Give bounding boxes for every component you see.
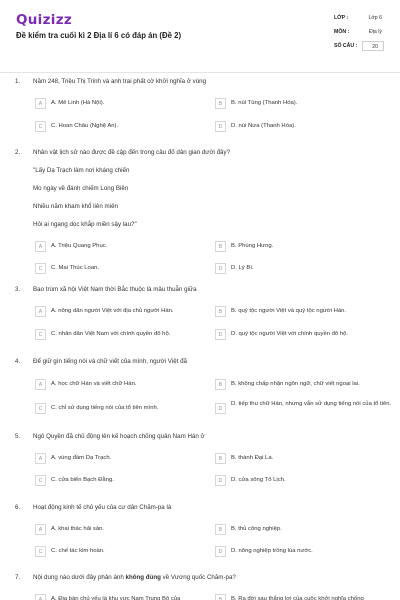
option-letter: B [215, 594, 226, 600]
meta-label: LỚP : [334, 15, 349, 21]
option-text: A. Mê Linh (Hà Nội). [51, 100, 105, 106]
quote-line: Nhiều năm kham khổ liên miên [33, 203, 118, 210]
option-c[interactable] [35, 546, 213, 559]
option-d[interactable] [215, 475, 393, 488]
option-letter: D [215, 546, 226, 557]
option-letter: D [215, 475, 226, 486]
option-letter: C [35, 263, 46, 274]
option-letter: B [215, 379, 226, 390]
option-letter: A [35, 594, 46, 600]
option-letter: C [35, 475, 46, 486]
option-d[interactable] [215, 121, 393, 134]
option-b[interactable] [215, 98, 393, 111]
option-text: A. nông dân người Việt với địa chủ người Hán. [51, 308, 174, 314]
option-text: A. vùng đầm Dạ Trạch. [51, 455, 112, 461]
option-b[interactable] [215, 379, 393, 392]
option-text: C. chỉ sử dụng tiếng nói của tổ tiên mình. [51, 405, 159, 411]
option-letter: B [215, 241, 226, 252]
option-text: B. quý tộc người Việt và quý tộc người Hán. [231, 308, 347, 314]
question-number: 1. [15, 78, 21, 85]
option-b[interactable] [215, 241, 393, 254]
option-letter: D [215, 329, 226, 340]
quote-line: Hỏi ai ngang dọc khắp miền sậy lau?" [33, 221, 137, 228]
option-c[interactable] [35, 475, 213, 488]
question-number: 6. [15, 504, 21, 511]
option-c[interactable] [35, 403, 213, 416]
option-b[interactable] [215, 594, 393, 600]
option-letter: C [35, 546, 46, 557]
option-text: B. thành Đại La. [231, 455, 274, 461]
option-text: B. Ra đời sau thắng lợi của cuộc khởi nghĩa chống [231, 596, 364, 600]
option-b[interactable] [215, 306, 393, 319]
option-a[interactable] [35, 379, 213, 392]
option-c[interactable] [35, 329, 213, 342]
question-text [33, 574, 383, 582]
option-d[interactable] [215, 329, 393, 342]
meta-value: 20 [372, 44, 378, 50]
quote-line: Mo ngày về đánh chiếm Long Biên [33, 185, 129, 192]
option-letter: C [35, 329, 46, 340]
option-letter: B [215, 98, 226, 109]
question-number: 2. [15, 149, 21, 156]
meta-label: MÔN : [334, 29, 350, 35]
question-count-box [362, 41, 384, 51]
option-text: D. cửa sông Tô Lịch. [231, 477, 286, 483]
option-c[interactable] [35, 121, 213, 134]
option-text: A. khai thác hải sản. [51, 526, 105, 532]
option-letter: B [215, 306, 226, 317]
question-number: 3. [15, 286, 21, 293]
option-text: C. cửa biển Bạch Đằng. [51, 477, 114, 483]
option-letter: A [35, 453, 46, 464]
meta-row-count [328, 40, 386, 54]
meta-value: Địa lý [369, 29, 382, 35]
option-text: D. núi Nưa (Thanh Hóa). [231, 123, 296, 129]
meta-label: SỐ CÂU : [334, 43, 358, 49]
option-text: D. Lý Bí. [231, 265, 254, 271]
option-letter: A [35, 524, 46, 535]
question-text: Năm 248, Triệu Thị Trinh và anh trai phất cờ khởi nghĩa ở vùng [33, 78, 207, 85]
question-text-start: Nội dung nào dưới đây phản ánh [33, 574, 126, 581]
option-letter: C [35, 403, 46, 414]
question-number: 4. [15, 358, 21, 365]
option-c[interactable] [35, 263, 213, 276]
option-text: B. núi Tùng (Thanh Hóa). [231, 100, 298, 106]
option-text: C. nhân dân Việt Nam với chính quyền đô hộ. [51, 331, 171, 337]
option-letter: A [35, 379, 46, 390]
option-letter: C [35, 121, 46, 132]
question-number: 5. [15, 433, 21, 440]
question-text: Hoạt động kinh tế chủ yếu của cư dân Chăm-pa là [33, 504, 172, 511]
option-d[interactable] [215, 546, 393, 559]
question-text-emphasis: không đúng [125, 574, 161, 581]
header-divider [0, 72, 400, 73]
quote-line: "Lấy Dạ Trạch làm nơi kháng chiến [33, 167, 130, 174]
option-letter: A [35, 241, 46, 252]
option-a[interactable] [35, 241, 213, 254]
question-text-end: về Vương quốc Chăm-pa? [160, 574, 236, 581]
option-a[interactable] [35, 453, 213, 466]
option-text: A. học chữ Hán và viết chữ Hán. [51, 381, 137, 387]
quizizz-logo: Quizizz [16, 12, 73, 28]
worksheet-header [0, 0, 400, 68]
option-text: D. quý tộc người Việt với chính quyền đô hộ. [231, 331, 349, 337]
option-text: B. Phùng Hưng. [231, 243, 274, 249]
worksheet-meta [328, 12, 386, 54]
option-letter: B [215, 524, 226, 535]
question-text: Bao trùm xã hội Việt Nam thời Bắc thuộc là mâu thuẫn giữa [33, 286, 197, 293]
option-text: C. Mai Thúc Loan. [51, 265, 100, 271]
option-b[interactable] [215, 524, 393, 537]
option-letter: D [215, 263, 226, 274]
option-a[interactable] [35, 98, 213, 111]
meta-row-class [328, 12, 386, 26]
option-letter: A [35, 98, 46, 109]
option-text: B. không chấp nhận ngôn ngữ, chữ viết ngoại lai. [231, 381, 360, 387]
option-text: D. nông nghiệp trồng lúa nước. [231, 548, 313, 554]
option-letter: A [35, 306, 46, 317]
option-a[interactable] [35, 306, 213, 319]
option-text: A. Địa bàn chủ yếu là khu vực Nam Trung Bộ của [51, 596, 181, 600]
option-text: A. Triệu Quang Phục. [51, 243, 108, 249]
option-a[interactable] [35, 594, 213, 600]
question-text: Để giữ gìn tiếng nói và chữ viết của mình, người Việt đã [33, 358, 187, 365]
option-a[interactable] [35, 524, 213, 537]
option-letter: D [215, 121, 226, 132]
option-letter: D [215, 403, 226, 414]
option-letter: B [215, 453, 226, 464]
page-title: Đề kiểm tra cuối kì 2 Địa lí 6 có đáp án (Đề 2) [16, 31, 182, 40]
option-b[interactable] [215, 453, 393, 466]
option-text: B. thủ công nghiệp. [231, 526, 282, 532]
option-text: C. chế tác kim hoàn. [51, 548, 105, 554]
option-d[interactable] [215, 263, 393, 276]
question-text: Ngô Quyền đã chủ động lên kế hoạch chống quân Nam Hán ở [33, 433, 205, 440]
option-text: D. tiếp thu chữ Hán, nhưng vẫn sử dụng tiếng nói của tổ tiên. [231, 401, 392, 407]
option-d[interactable] [215, 403, 393, 416]
meta-row-subject [328, 26, 386, 40]
question-number: 7. [15, 574, 21, 581]
meta-value: Lớp 6 [368, 15, 382, 21]
option-text: C. Hoan Châu (Nghệ An). [51, 123, 119, 129]
question-text: Nhân vật lịch sử nào được đề cập đến trong câu đố dân gian dưới đây? [33, 149, 231, 156]
